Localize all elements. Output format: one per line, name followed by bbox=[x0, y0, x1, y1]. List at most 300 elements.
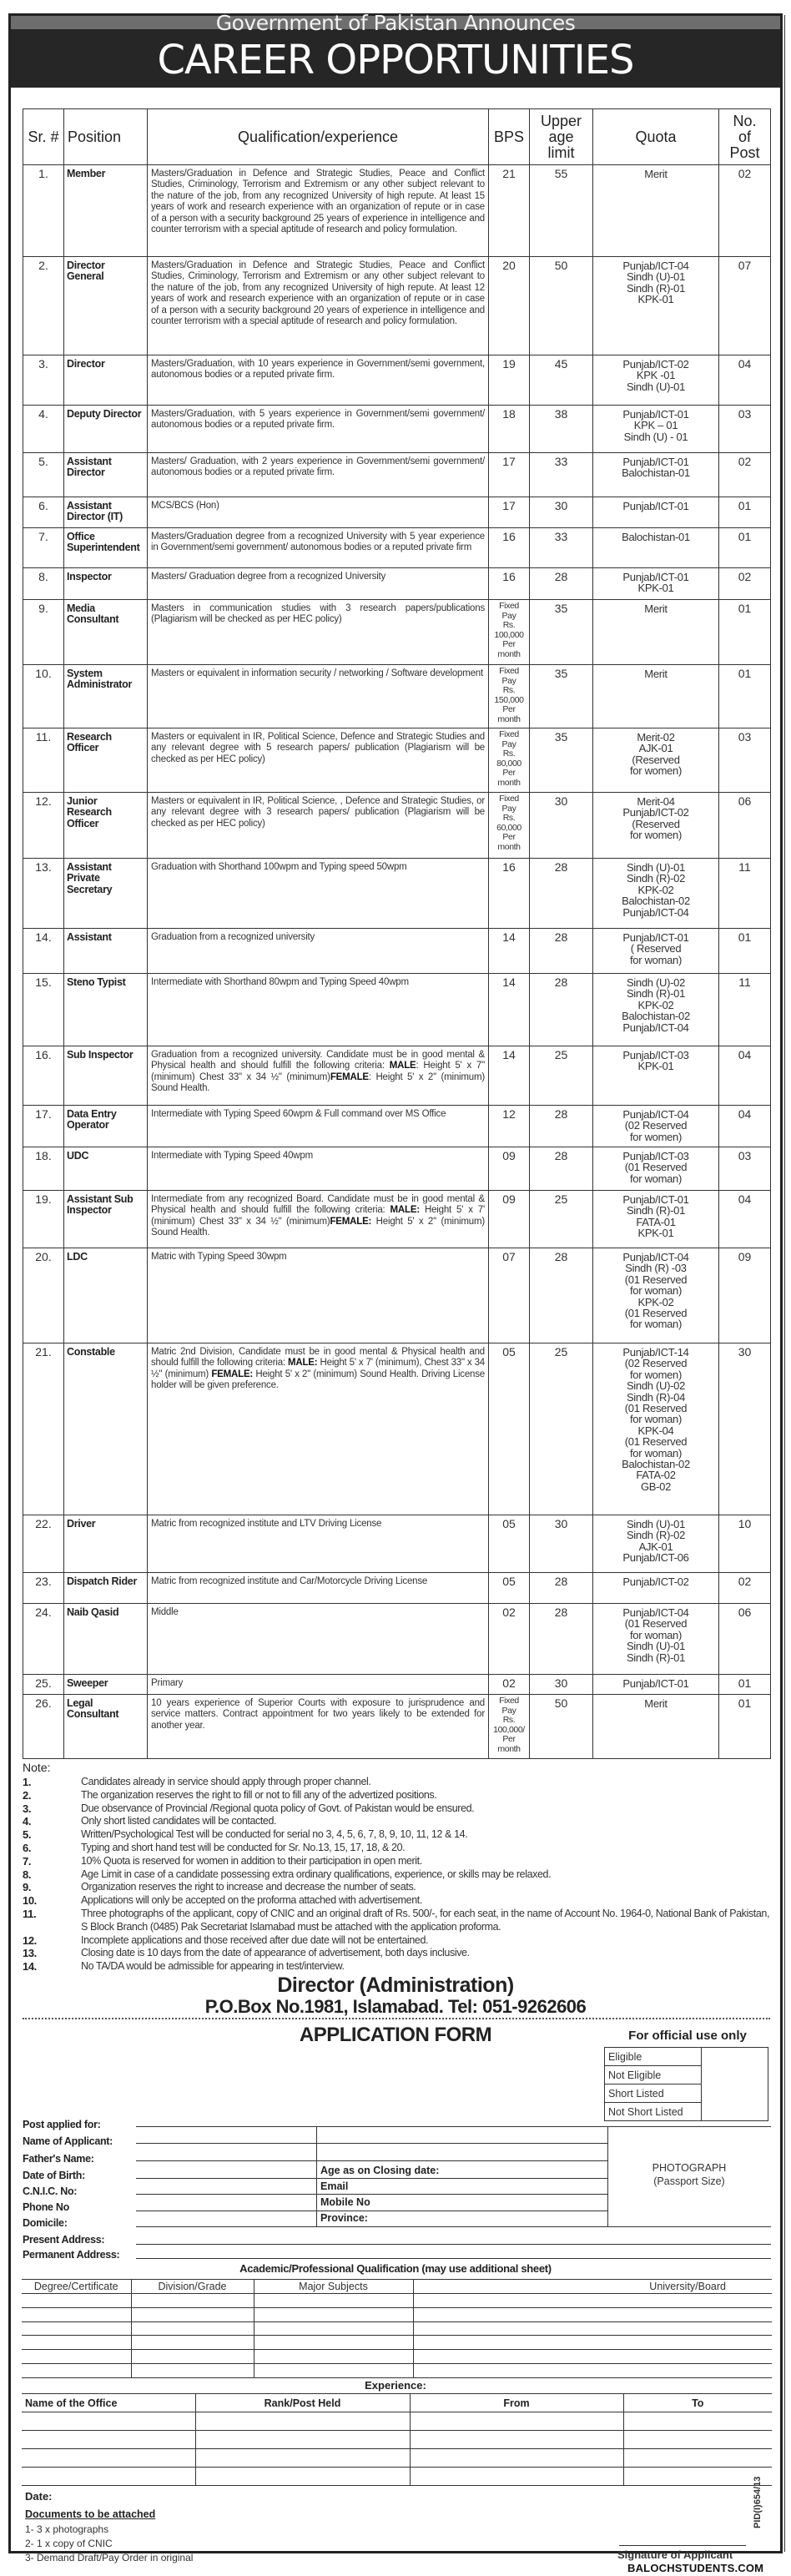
job-posts: 01 bbox=[719, 600, 771, 665]
note-number: 1. bbox=[23, 1776, 32, 1788]
form-field-input[interactable] bbox=[136, 2126, 771, 2127]
qualification-emphasis: FEMALE bbox=[330, 1071, 369, 1082]
official-use-box bbox=[604, 2047, 768, 2121]
job-bps: 20 bbox=[489, 257, 530, 355]
quota-line: Merit bbox=[644, 168, 668, 180]
job-row bbox=[23, 1695, 771, 1759]
job-row bbox=[23, 528, 771, 568]
note-number: 11. bbox=[23, 1908, 37, 1920]
academic-cell[interactable] bbox=[131, 2294, 254, 2308]
academic-cell[interactable] bbox=[413, 2336, 772, 2350]
quota-line: (01 Reserved bbox=[624, 1161, 688, 1174]
job-quota bbox=[593, 257, 719, 355]
experience-cell[interactable] bbox=[195, 2431, 410, 2449]
job-serial: 23. bbox=[23, 1573, 64, 1604]
quota-line: Punjab/ICT-04 bbox=[622, 905, 689, 919]
document-item: 1- 3 x photographs bbox=[25, 2523, 109, 2535]
job-position: Assistant Sub Inspector bbox=[64, 1191, 148, 1248]
job-quota bbox=[593, 1343, 719, 1515]
page-edge-rule bbox=[784, 15, 785, 2552]
academic-cell[interactable] bbox=[22, 2350, 131, 2364]
academic-col-division: Division/Grade bbox=[131, 2280, 254, 2294]
job-qualification: Masters in communication studies with 3 research papers/publications (Plagiarism will be checked as per HEC policy) bbox=[148, 600, 489, 665]
job-age-limit: 35 bbox=[530, 728, 593, 793]
job-quota bbox=[593, 665, 719, 728]
job-serial: 1. bbox=[23, 165, 64, 257]
job-quota bbox=[593, 1515, 719, 1573]
job-bps: 05 bbox=[489, 1515, 530, 1573]
note-number: 13. bbox=[23, 1947, 37, 1960]
quota-line: Punjab/ICT-01 bbox=[622, 571, 689, 583]
experience-col-from: From bbox=[410, 2394, 623, 2412]
academic-cell[interactable] bbox=[413, 2294, 772, 2308]
qualification-text: Graduation from a recognized university. Candidate must be in good mental & Physical health and should fulfill the following criteria: bbox=[151, 1050, 485, 1071]
quota-line: GB-02 bbox=[640, 1480, 672, 1493]
experience-cell[interactable] bbox=[410, 2412, 623, 2431]
job-qualification: Intermediate with Shorthand 80wpm and Typing Speed 40wpm bbox=[148, 974, 489, 1046]
job-position: Research Officer bbox=[64, 728, 148, 793]
quota-line: (02 Reserved bbox=[624, 1357, 688, 1370]
qualification-text: Height 5' x 2" (minimum) Sound Health. Driving License holder will be given preference. bbox=[151, 1369, 485, 1391]
experience-cell[interactable] bbox=[623, 2468, 772, 2486]
job-posts: 03 bbox=[719, 406, 771, 453]
job-bps: 17 bbox=[489, 497, 530, 528]
job-qualification bbox=[148, 1191, 489, 1248]
experience-table bbox=[22, 2393, 772, 2486]
job-serial: 13. bbox=[23, 859, 64, 929]
jobs-table bbox=[23, 108, 771, 1759]
form-field-input[interactable] bbox=[136, 2244, 771, 2245]
job-bps: Fixed Pay Rs. 80,000 Per month bbox=[489, 728, 530, 793]
academic-cell[interactable] bbox=[131, 2336, 254, 2350]
experience-cell[interactable] bbox=[623, 2449, 772, 2468]
col-header-posts bbox=[719, 109, 771, 165]
form-field-input[interactable] bbox=[136, 2160, 607, 2161]
quota-line: Punjab/ICT-04 bbox=[622, 1251, 689, 1263]
quota-line: AJK-01 bbox=[638, 1540, 673, 1553]
job-position: Constable bbox=[64, 1343, 148, 1515]
job-age-limit: 30 bbox=[530, 793, 593, 859]
quota-line: (Reserved bbox=[632, 753, 680, 766]
quota-line: for women) bbox=[629, 764, 683, 778]
quota-line: Merit bbox=[644, 602, 668, 615]
quota-line: Sindh (R)-01 bbox=[626, 1204, 686, 1217]
job-age-limit: 45 bbox=[530, 355, 593, 406]
form-field-input[interactable] bbox=[136, 2258, 771, 2259]
job-row bbox=[23, 1675, 771, 1695]
qualification-text: : Height 5' x 7" (minimum) Chest 33" x 34 ½" (minimum) bbox=[151, 1061, 485, 1082]
job-serial: 8. bbox=[23, 568, 64, 600]
academic-cell[interactable] bbox=[413, 2363, 772, 2377]
document-item: 2- 1 x copy of CNIC bbox=[25, 2538, 113, 2549]
academic-table bbox=[22, 2279, 772, 2378]
signature-line[interactable] bbox=[619, 2545, 746, 2546]
job-qualification: Graduation with Shorthand 100wpm and Typing speed 50wpm bbox=[148, 859, 489, 929]
job-row bbox=[23, 974, 771, 1046]
job-quota bbox=[593, 974, 719, 1046]
qualification-text: Height 5' x 2" (minimum) Sound Health. bbox=[151, 1216, 485, 1238]
quota-line: for woman) bbox=[629, 1284, 683, 1298]
job-bps: 12 bbox=[489, 1106, 530, 1147]
quota-line: Punjab/ICT-04 bbox=[622, 1606, 689, 1619]
job-row bbox=[23, 929, 771, 974]
note-text: Written/Psychological Test will be conducted for serial no 3, 4, 5, 6, 7, 8, 9, 10, 11, 12 & 14. bbox=[81, 1828, 468, 1841]
note-number: 3. bbox=[23, 1802, 32, 1815]
quota-line: for woman) bbox=[629, 1413, 683, 1426]
job-age-limit: 28 bbox=[530, 568, 593, 600]
job-age-limit: 33 bbox=[530, 453, 593, 497]
quota-line: Sindh (R)-01 bbox=[626, 1651, 686, 1664]
note-number: 7. bbox=[23, 1854, 32, 1868]
qualification-text: Height 5' x 7' (minimum) Chest 33" x 34 ½" (minimum) bbox=[151, 1205, 485, 1227]
experience-cell[interactable] bbox=[195, 2449, 410, 2468]
quota-line: KPK-01 bbox=[637, 293, 674, 306]
academic-cell[interactable] bbox=[131, 2363, 254, 2377]
job-quota bbox=[593, 929, 719, 974]
quota-line: Sindh (R)-01 bbox=[626, 987, 686, 1001]
job-position: Director General bbox=[64, 257, 148, 355]
quota-line: for woman) bbox=[629, 953, 683, 966]
job-serial: 5. bbox=[23, 453, 64, 497]
job-posts: 02 bbox=[719, 1573, 771, 1604]
job-row bbox=[23, 1343, 771, 1515]
note-text: Three photographs of the applicant, copy of CNIC and an original draft of Rs. 500/-, for each seat, in the name of Account No. 1964-0, National Bank of Pakistan, S Block Branch (0485) Pak Secretariat Islamabad must be attached with the application proforma. bbox=[81, 1908, 770, 1933]
job-posts: 09 bbox=[719, 1248, 771, 1343]
job-quota bbox=[593, 568, 719, 600]
job-posts: 02 bbox=[719, 165, 771, 257]
quota-line: Sindh (U)-01 bbox=[626, 861, 686, 874]
form-field-label: Age as on Closing date: bbox=[320, 2165, 440, 2176]
quota-line: Sindh (R)-04 bbox=[626, 1390, 686, 1404]
job-age-limit: 25 bbox=[530, 1191, 593, 1248]
job-serial: 9. bbox=[23, 600, 64, 665]
academic-cell[interactable] bbox=[254, 2350, 413, 2364]
experience-col-to: To bbox=[623, 2394, 772, 2412]
job-row bbox=[23, 568, 771, 600]
form-field-label: Phone No bbox=[23, 2201, 69, 2213]
job-age-limit: 25 bbox=[530, 1046, 593, 1106]
form-field-input[interactable] bbox=[136, 2178, 607, 2179]
job-posts: 04 bbox=[719, 1106, 771, 1147]
quota-line: for woman) bbox=[629, 1318, 683, 1331]
job-position: Junior Research Officer bbox=[64, 793, 148, 859]
note-text: Candidates already in service should apply through proper channel. bbox=[81, 1776, 371, 1787]
job-quota bbox=[593, 453, 719, 497]
quota-line: for woman) bbox=[629, 1172, 683, 1185]
note-number: 14. bbox=[23, 1960, 37, 1974]
documents-title: Documents to be attached bbox=[25, 2508, 156, 2520]
job-position: Sub Inspector bbox=[64, 1046, 148, 1106]
form-field-label: Date of Birth: bbox=[23, 2170, 85, 2181]
job-posts: 04 bbox=[719, 1191, 771, 1248]
job-bps: Fixed Pay Rs. 100,000/ Per month bbox=[489, 1695, 530, 1759]
qualification-emphasis: MALE: bbox=[390, 1205, 420, 1216]
notes-title: Note: bbox=[23, 1761, 51, 1774]
pid-code: PID(I)654/13 bbox=[753, 2476, 763, 2528]
job-qualification: Matric from recognized institute and LTV Driving License bbox=[148, 1515, 489, 1573]
col-header-posts-text: No. of Post bbox=[729, 112, 760, 161]
quota-line: Sindh (R) -03 bbox=[625, 1262, 687, 1275]
academic-cell[interactable] bbox=[131, 2350, 254, 2364]
job-serial: 14. bbox=[23, 929, 64, 974]
job-quota bbox=[593, 1147, 719, 1191]
form-field-input[interactable] bbox=[136, 2194, 607, 2195]
note-number: 6. bbox=[23, 1842, 32, 1854]
form-field-input[interactable] bbox=[136, 2143, 607, 2144]
job-posts: 30 bbox=[719, 1343, 771, 1515]
photograph-size-label: (Passport Size) bbox=[653, 2175, 725, 2187]
job-row bbox=[23, 600, 771, 665]
job-posts: 06 bbox=[719, 793, 771, 859]
job-row bbox=[23, 165, 771, 257]
quota-line: Punjab/ICT-04 bbox=[622, 1108, 689, 1121]
job-position: Assistant Director (IT) bbox=[64, 497, 148, 528]
job-bps: 09 bbox=[489, 1191, 530, 1248]
academic-cell[interactable] bbox=[413, 2321, 772, 2336]
academic-cell[interactable] bbox=[254, 2321, 413, 2336]
job-position: Director bbox=[64, 355, 148, 406]
job-qualification bbox=[148, 1343, 489, 1515]
form-field-label: Domicile: bbox=[23, 2217, 68, 2229]
note-text: 10% Quota is reserved for women in addition to their participation in open merit. bbox=[81, 1854, 422, 1867]
job-qualification: Matric with Typing Speed 30wpm bbox=[148, 1248, 489, 1343]
job-bps: 17 bbox=[489, 453, 530, 497]
job-quota bbox=[593, 1695, 719, 1759]
job-position: Steno Typist bbox=[64, 974, 148, 1046]
job-posts: 01 bbox=[719, 528, 771, 568]
job-position: Assistant Director bbox=[64, 453, 148, 497]
job-qualification: Matric from recognized institute and Car/Motorcycle Driving License bbox=[148, 1573, 489, 1604]
job-bps: 18 bbox=[489, 406, 530, 453]
academic-cell[interactable] bbox=[413, 2307, 772, 2321]
job-age-limit: 55 bbox=[530, 165, 593, 257]
job-posts: 10 bbox=[719, 1515, 771, 1573]
form-divider-left bbox=[316, 2126, 317, 2226]
job-qualification: Masters/Graduation, with 5 years experience in Government/semi government/ autonomous bodies or a reputed private firm. bbox=[148, 406, 489, 453]
note-text: Closing date is 10 days from the date of appearance of advertisement, both days inclusive. bbox=[81, 1947, 470, 1959]
job-quota bbox=[593, 1191, 719, 1248]
job-bps: 05 bbox=[489, 1343, 530, 1515]
form-field-label: C.N.I.C. No: bbox=[23, 2185, 78, 2197]
job-posts: 01 bbox=[719, 1675, 771, 1695]
watermark: BALOCHSTUDENTS.COM bbox=[627, 2562, 764, 2574]
contact-address: P.O.Box No.1981, Islamabad. Tel: 051-9262606 bbox=[204, 1996, 587, 2017]
quota-line: KPK -01 bbox=[636, 369, 676, 382]
job-position: Legal Consultant bbox=[64, 1695, 148, 1759]
quota-line: (01 Reserved bbox=[624, 1307, 688, 1320]
official-remarks-cell bbox=[702, 2048, 768, 2121]
quota-line: Punjab/ICT-03 bbox=[622, 1049, 689, 1061]
quota-line: (01 Reserved bbox=[624, 1402, 688, 1415]
job-qualification: 10 years experience of Superior Courts with exposure to jurisprudence and service matters. Contract appointment for two years likely to be extended for another year. bbox=[148, 1695, 489, 1759]
quota-line: Sindh (U)-01 bbox=[626, 270, 686, 284]
experience-cell[interactable] bbox=[22, 2431, 195, 2449]
job-bps: 09 bbox=[489, 1147, 530, 1191]
academic-cell[interactable] bbox=[413, 2350, 772, 2364]
job-qualification: Middle bbox=[148, 1604, 489, 1675]
quota-line: (Reserved bbox=[632, 817, 680, 830]
job-row bbox=[23, 1515, 771, 1573]
signature-label: Signature of Applicant bbox=[617, 2548, 733, 2561]
job-position: Naib Qasid bbox=[64, 1604, 148, 1675]
quota-line: KPK-02 bbox=[637, 998, 674, 1011]
quota-line: Sindh (U)-01 bbox=[626, 380, 686, 393]
academic-cell[interactable] bbox=[254, 2294, 413, 2308]
job-age-limit: 25 bbox=[530, 1343, 593, 1515]
form-field-label: Name of Applicant: bbox=[23, 2135, 113, 2147]
job-posts: 03 bbox=[719, 1147, 771, 1191]
job-qualification: Masters/Graduation in Defence and Strategic Studies, Peace and Conflict Studies, Criminology, Terrorism and Extremism or any other subject relevant to the nature of the job, from any recognized University of high repute. At least 12 years of work and research experience with an organization of repute or in case of a person with a security background 20 years of experience in intelligence and counter terrorism with a special aptitude of research and policy formulation. bbox=[148, 257, 489, 355]
quota-line: Punjab/ICT-14 bbox=[622, 1346, 689, 1359]
quota-line: Punjab/ICT-01 bbox=[622, 408, 689, 421]
experience-cell[interactable] bbox=[623, 2431, 772, 2449]
form-field-label: Mobile No bbox=[320, 2196, 370, 2208]
official-item-not-eligible: Not Eligible bbox=[605, 2066, 702, 2084]
quota-line: for women) bbox=[629, 1130, 683, 1143]
form-field-label: Post applied for: bbox=[23, 2119, 101, 2130]
job-row bbox=[23, 406, 771, 453]
academic-cell[interactable] bbox=[254, 2363, 413, 2377]
job-qualification: Primary bbox=[148, 1675, 489, 1695]
col-header-sr: Sr. # bbox=[23, 109, 64, 165]
cut-line bbox=[23, 2018, 770, 2019]
experience-cell[interactable] bbox=[410, 2449, 623, 2468]
job-bps: 14 bbox=[489, 974, 530, 1046]
official-item-not-short-listed: Not Short Listed bbox=[605, 2103, 702, 2121]
qualification-emphasis: MALE: bbox=[288, 1358, 318, 1369]
academic-cell[interactable] bbox=[131, 2307, 254, 2321]
note-text: Organization reserves the right to increase and decrease the number of seats. bbox=[81, 1881, 416, 1893]
academic-cell[interactable] bbox=[254, 2307, 413, 2321]
job-qualification: Intermediate with Typing Speed 60wpm & Full command over MS Office bbox=[148, 1106, 489, 1147]
quota-line: Punjab/ICT-01 bbox=[622, 1677, 689, 1690]
quota-line: ( Reserved bbox=[630, 942, 682, 955]
job-position: Assistant bbox=[64, 929, 148, 974]
job-age-limit: 28 bbox=[530, 1573, 593, 1604]
quota-line: Merit-02 bbox=[637, 731, 675, 744]
quota-line: Punjab/ICT-01 bbox=[622, 500, 689, 512]
job-qualification: Intermediate with Typing Speed 40wpm bbox=[148, 1147, 489, 1191]
job-posts: 01 bbox=[719, 665, 771, 728]
quota-line: Merit-04 bbox=[637, 795, 675, 808]
job-serial: 6. bbox=[23, 497, 64, 528]
job-row bbox=[23, 793, 771, 859]
quota-line: AJK-01 bbox=[638, 742, 673, 755]
experience-cell[interactable] bbox=[410, 2468, 623, 2486]
job-bps: 02 bbox=[489, 1604, 530, 1675]
job-serial: 26. bbox=[23, 1695, 64, 1759]
quota-line: KPK-02 bbox=[637, 1295, 674, 1308]
experience-cell[interactable] bbox=[410, 2431, 623, 2449]
quota-line: (01 Reserved bbox=[624, 1435, 688, 1449]
academic-cell[interactable] bbox=[254, 2336, 413, 2350]
academic-cell[interactable] bbox=[22, 2307, 131, 2321]
form-field-label: Father's Name: bbox=[23, 2153, 94, 2165]
job-row bbox=[23, 859, 771, 929]
job-bps: Fixed Pay Rs. 150,000 Per month bbox=[489, 665, 530, 728]
job-row bbox=[23, 665, 771, 728]
job-position: Media Consultant bbox=[64, 600, 148, 665]
academic-col-university-text: University/Board bbox=[649, 2281, 726, 2292]
job-quota bbox=[593, 528, 719, 568]
job-qualification: Masters/ Graduation, with 2 years experience in Government/semi government/ autonomous bodies or a reputed private firm. bbox=[148, 453, 489, 497]
quota-line: Punjab/ICT-03 bbox=[622, 1150, 689, 1162]
qualification-text: Matric 2nd Division, Candidate must be in good mental & Physical health and should fulfill the following criteria: bbox=[151, 1347, 485, 1369]
job-serial: 20. bbox=[23, 1248, 64, 1343]
quota-line: Punjab/ICT-04 bbox=[622, 1021, 689, 1034]
experience-cell[interactable] bbox=[22, 2468, 195, 2486]
job-age-limit: 28 bbox=[530, 974, 593, 1046]
job-serial: 19. bbox=[23, 1191, 64, 1248]
photograph-box bbox=[607, 2161, 771, 2188]
academic-col-university bbox=[413, 2280, 772, 2294]
job-qualification: Masters or equivalent in information security / networking / Software development bbox=[148, 665, 489, 728]
job-position: Driver bbox=[64, 1515, 148, 1573]
col-header-position: Position bbox=[64, 109, 148, 165]
official-item-short-listed: Short Listed bbox=[605, 2084, 702, 2103]
experience-cell[interactable] bbox=[195, 2412, 410, 2431]
col-header-bps: BPS bbox=[489, 109, 530, 165]
job-bps: 16 bbox=[489, 859, 530, 929]
quota-line: for woman) bbox=[629, 1628, 683, 1641]
job-row bbox=[23, 728, 771, 793]
job-bps: 07 bbox=[489, 1248, 530, 1343]
academic-cell[interactable] bbox=[22, 2363, 131, 2377]
job-serial: 24. bbox=[23, 1604, 64, 1675]
quota-line: KPK-04 bbox=[637, 1424, 674, 1437]
experience-cell[interactable] bbox=[22, 2412, 195, 2431]
quota-line: Balochistan-01 bbox=[622, 466, 690, 480]
quota-line: Punjab/ICT-02 bbox=[622, 806, 689, 819]
job-serial: 11. bbox=[23, 728, 64, 793]
job-qualification: Masters/Graduation degree from a recognized University with 5 year experience in Government/semi government/ autonomous bodies or a reputed private firm bbox=[148, 528, 489, 568]
job-row bbox=[23, 1573, 771, 1604]
academic-cell[interactable] bbox=[22, 2294, 131, 2308]
job-age-limit: 30 bbox=[530, 1515, 593, 1573]
job-row bbox=[23, 1191, 771, 1248]
job-row bbox=[23, 355, 771, 406]
academic-cell[interactable] bbox=[22, 2321, 131, 2336]
academic-cell[interactable] bbox=[22, 2336, 131, 2350]
quota-line: for women) bbox=[629, 1368, 683, 1381]
note-number: 8. bbox=[23, 1868, 32, 1881]
quota-line: Sindh (U)-02 bbox=[626, 1379, 686, 1393]
job-age-limit: 38 bbox=[530, 406, 593, 453]
job-position: Data Entry Operator bbox=[64, 1106, 148, 1147]
qualification-text: Height 5' x 7' (minimum), Chest 33" x 34 ½" (minimum) bbox=[151, 1358, 485, 1379]
qualification-text: : Height 5' x 2" (minimum) Sound Health. bbox=[151, 1071, 486, 1094]
col-header-age-text: Upper age limit bbox=[540, 112, 582, 161]
job-bps: 14 bbox=[489, 1046, 530, 1106]
job-position: System Administrator bbox=[64, 665, 148, 728]
job-bps: 14 bbox=[489, 929, 530, 974]
job-posts: 06 bbox=[719, 1604, 771, 1675]
official-use-title: For official use only bbox=[628, 2029, 747, 2043]
experience-cell[interactable] bbox=[22, 2449, 195, 2468]
quota-line: Sindh (R)-02 bbox=[626, 872, 686, 885]
quota-line: Balochistan-02 bbox=[622, 895, 690, 908]
experience-cell[interactable] bbox=[195, 2468, 410, 2486]
form-field-label: Province: bbox=[320, 2212, 368, 2224]
experience-cell[interactable] bbox=[623, 2412, 772, 2431]
job-bps: 16 bbox=[489, 568, 530, 600]
job-bps: 21 bbox=[489, 165, 530, 257]
form-field-input[interactable] bbox=[136, 2226, 771, 2227]
quota-line: for woman) bbox=[629, 1446, 683, 1459]
academic-cell[interactable] bbox=[131, 2321, 254, 2336]
job-posts: 04 bbox=[719, 1046, 771, 1106]
quota-line: Punjab/ICT-01 bbox=[622, 1193, 689, 1206]
